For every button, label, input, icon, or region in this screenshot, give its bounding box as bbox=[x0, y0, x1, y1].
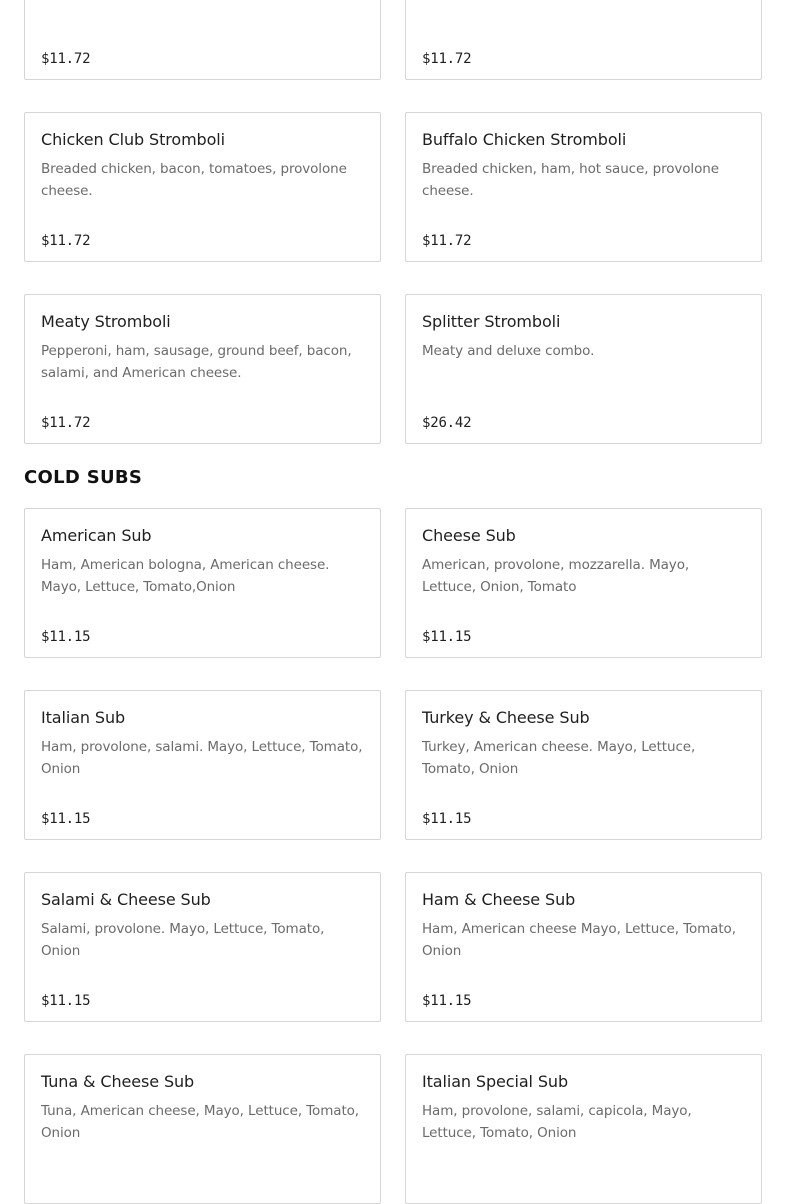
menu-item-price: $11.15 bbox=[422, 811, 472, 827]
menu-item-name: Italian Special Sub bbox=[422, 1072, 569, 1091]
menu-item-description: Tuna, American cheese, Mayo, Lettuce, Tomato, Onion bbox=[41, 1103, 359, 1141]
menu-item-card[interactable] bbox=[405, 0, 762, 80]
menu-item-price: $26.42 bbox=[422, 415, 472, 431]
menu-item-price: $11.15 bbox=[41, 811, 91, 827]
menu-item-card[interactable] bbox=[405, 1054, 762, 1204]
menu-item-card[interactable] bbox=[24, 0, 381, 80]
menu-item-description: Ham, provolone, salami, capicola, Mayo, Lettuce, Tomato, Onion bbox=[422, 1103, 692, 1141]
menu-item-price: $11.72 bbox=[41, 233, 91, 249]
menu-item-description: Pepperoni, ham, sausage, ground beef, bacon, salami, and American cheese. bbox=[41, 343, 352, 381]
menu-item-name: American Sub bbox=[41, 526, 152, 545]
menu-item-description: Meaty and deluxe combo. bbox=[422, 343, 595, 359]
menu-item-description: Breaded chicken, ham, hot sauce, provolone cheese. bbox=[422, 161, 719, 199]
menu-item-description: American, provolone, mozzarella. Mayo, Lettuce, Onion, Tomato bbox=[422, 557, 690, 595]
menu-item-price: $11.15 bbox=[422, 629, 472, 645]
menu-item-price: $11.72 bbox=[41, 415, 91, 431]
menu-item-description: Turkey, American cheese. Mayo, Lettuce, Tomato, Onion bbox=[422, 739, 696, 777]
menu-item-name: Chicken Club Stromboli bbox=[41, 130, 225, 149]
menu-item-card[interactable] bbox=[24, 872, 381, 1022]
menu-item-card[interactable] bbox=[405, 872, 762, 1022]
menu-item-name: Turkey & Cheese Sub bbox=[422, 708, 590, 727]
menu-item-card[interactable] bbox=[24, 294, 381, 444]
menu-item-description: Salami, provolone. Mayo, Lettuce, Tomato, Onion bbox=[41, 921, 325, 959]
menu-item-name: Meaty Stromboli bbox=[41, 312, 171, 331]
menu-item-name: Tuna & Cheese Sub bbox=[41, 1072, 195, 1091]
menu-item-description: Breaded chicken, bacon, tomatoes, provolone cheese. bbox=[41, 161, 347, 199]
menu-item-price: $11.72 bbox=[41, 51, 91, 67]
menu-item-card[interactable] bbox=[405, 508, 762, 658]
menu-item-name: Ham & Cheese Sub bbox=[422, 890, 576, 909]
menu-item-description: Ham, American cheese Mayo, Lettuce, Tomato, Onion bbox=[422, 921, 736, 959]
menu-item-price: $11.15 bbox=[41, 629, 91, 645]
menu-item-description: Ham, American bologna, American cheese. Mayo, Lettuce, Tomato,Onion bbox=[41, 557, 330, 595]
menu-item-name: Splitter Stromboli bbox=[422, 312, 561, 331]
menu-item-name: Cheese Sub bbox=[422, 526, 516, 545]
menu-item-name: Salami & Cheese Sub bbox=[41, 890, 211, 909]
menu-item-price: $11.72 bbox=[422, 233, 472, 249]
menu-item-card[interactable] bbox=[24, 508, 381, 658]
menu-item-card[interactable] bbox=[405, 690, 762, 840]
menu-item-price: $11.15 bbox=[41, 993, 91, 1009]
section-title-cold-subs: COLD SUBS bbox=[24, 467, 143, 488]
menu-item-card[interactable] bbox=[24, 1054, 381, 1204]
menu-item-card[interactable] bbox=[24, 690, 381, 840]
menu-item-name: Buffalo Chicken Stromboli bbox=[422, 130, 627, 149]
menu-item-price: $11.15 bbox=[422, 993, 472, 1009]
menu-item-card[interactable] bbox=[405, 294, 762, 444]
menu-item-description: Ham, provolone, salami. Mayo, Lettuce, Tomato, Onion bbox=[41, 739, 363, 777]
menu-item-price: $11.72 bbox=[422, 51, 472, 67]
menu-item-name: Italian Sub bbox=[41, 708, 126, 727]
menu-item-card[interactable] bbox=[24, 112, 381, 262]
menu-item-card[interactable] bbox=[405, 112, 762, 262]
